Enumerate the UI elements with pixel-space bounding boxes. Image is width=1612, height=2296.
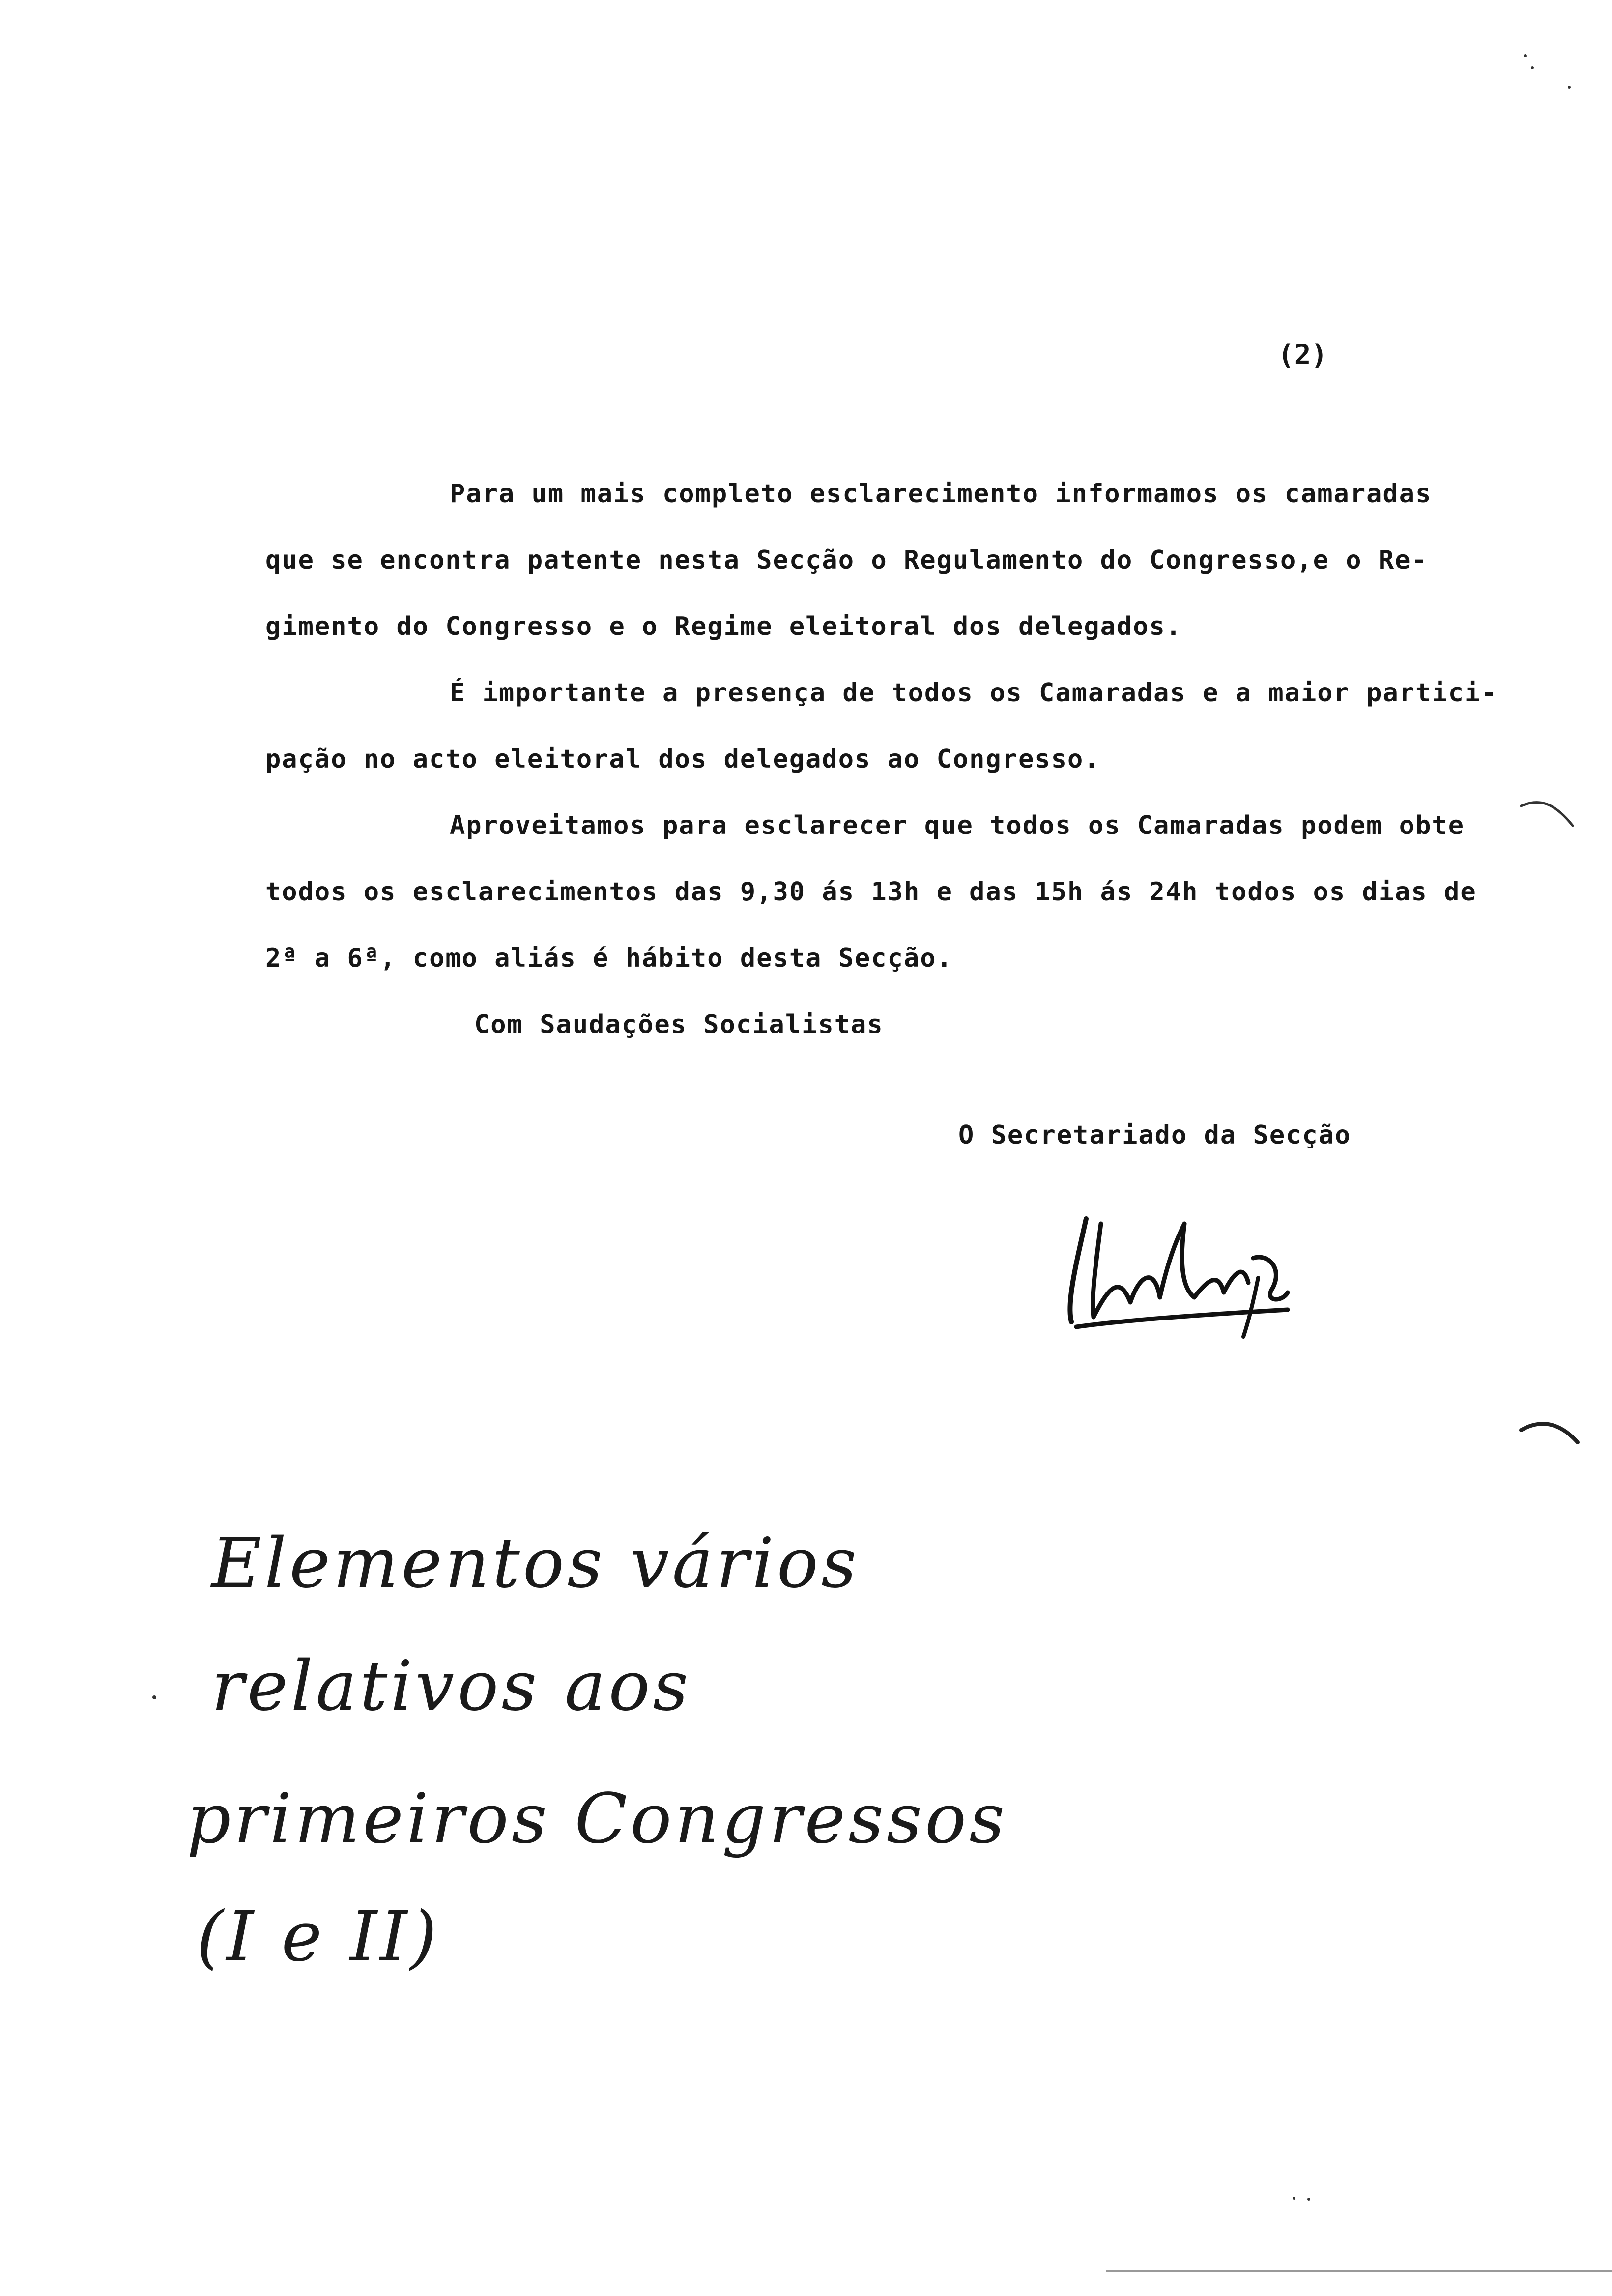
paragraph-1-line-3: gimento do Congresso e o Regime eleitoral dos delegados.: [265, 612, 1182, 641]
paragraph-1-line-1: Para um mais completo esclarecimento informamos os camaradas: [450, 479, 1432, 509]
scan-speck: [1531, 66, 1534, 69]
handwritten-note-line-1: Elementos vários: [211, 1523, 860, 1604]
paragraph-3-line-3: 2ª a 6ª, como aliás é hábito desta Secção.: [265, 944, 953, 973]
scan-mark-margin: [1519, 796, 1578, 835]
scan-edge-line: [1106, 2270, 1612, 2272]
paragraph-3-line-2: todos os esclarecimentos das 9,30 ás 13h e das 15h ás 24h todos os dias de: [265, 877, 1477, 907]
scan-mark-right: [1519, 1415, 1583, 1450]
paragraph-1-line-2: que se encontra patente nesta Secção o Regulamento do Congresso,e o Re-: [265, 545, 1428, 575]
scan-speck: [1307, 2198, 1310, 2201]
signatory: O Secretariado da Secção: [958, 1120, 1352, 1150]
scan-speck: [152, 1695, 156, 1699]
handwritten-note-line-3: primeiros Congressos: [187, 1779, 1008, 1859]
closing-salutation: Com Saudações Socialistas: [474, 1010, 884, 1039]
paragraph-2-line-2: pação no acto eleitoral dos delegados ao Congresso.: [265, 745, 1100, 774]
handwritten-signature: [1057, 1204, 1312, 1342]
paragraph-2-line-1: É importante a presença de todos os Camaradas e a maior partici-: [450, 678, 1497, 708]
scan-speck: [1568, 86, 1571, 89]
handwritten-note-line-2: relativos aos: [211, 1646, 691, 1726]
scan-speck: [1524, 54, 1527, 57]
handwritten-note-line-4: (I e II): [197, 1897, 440, 1977]
page-number: (2): [1278, 339, 1328, 371]
scan-speck: [1293, 2197, 1295, 2200]
paragraph-3-line-1: Aproveitamos para esclarecer que todos os Camaradas podem obte: [450, 811, 1465, 840]
